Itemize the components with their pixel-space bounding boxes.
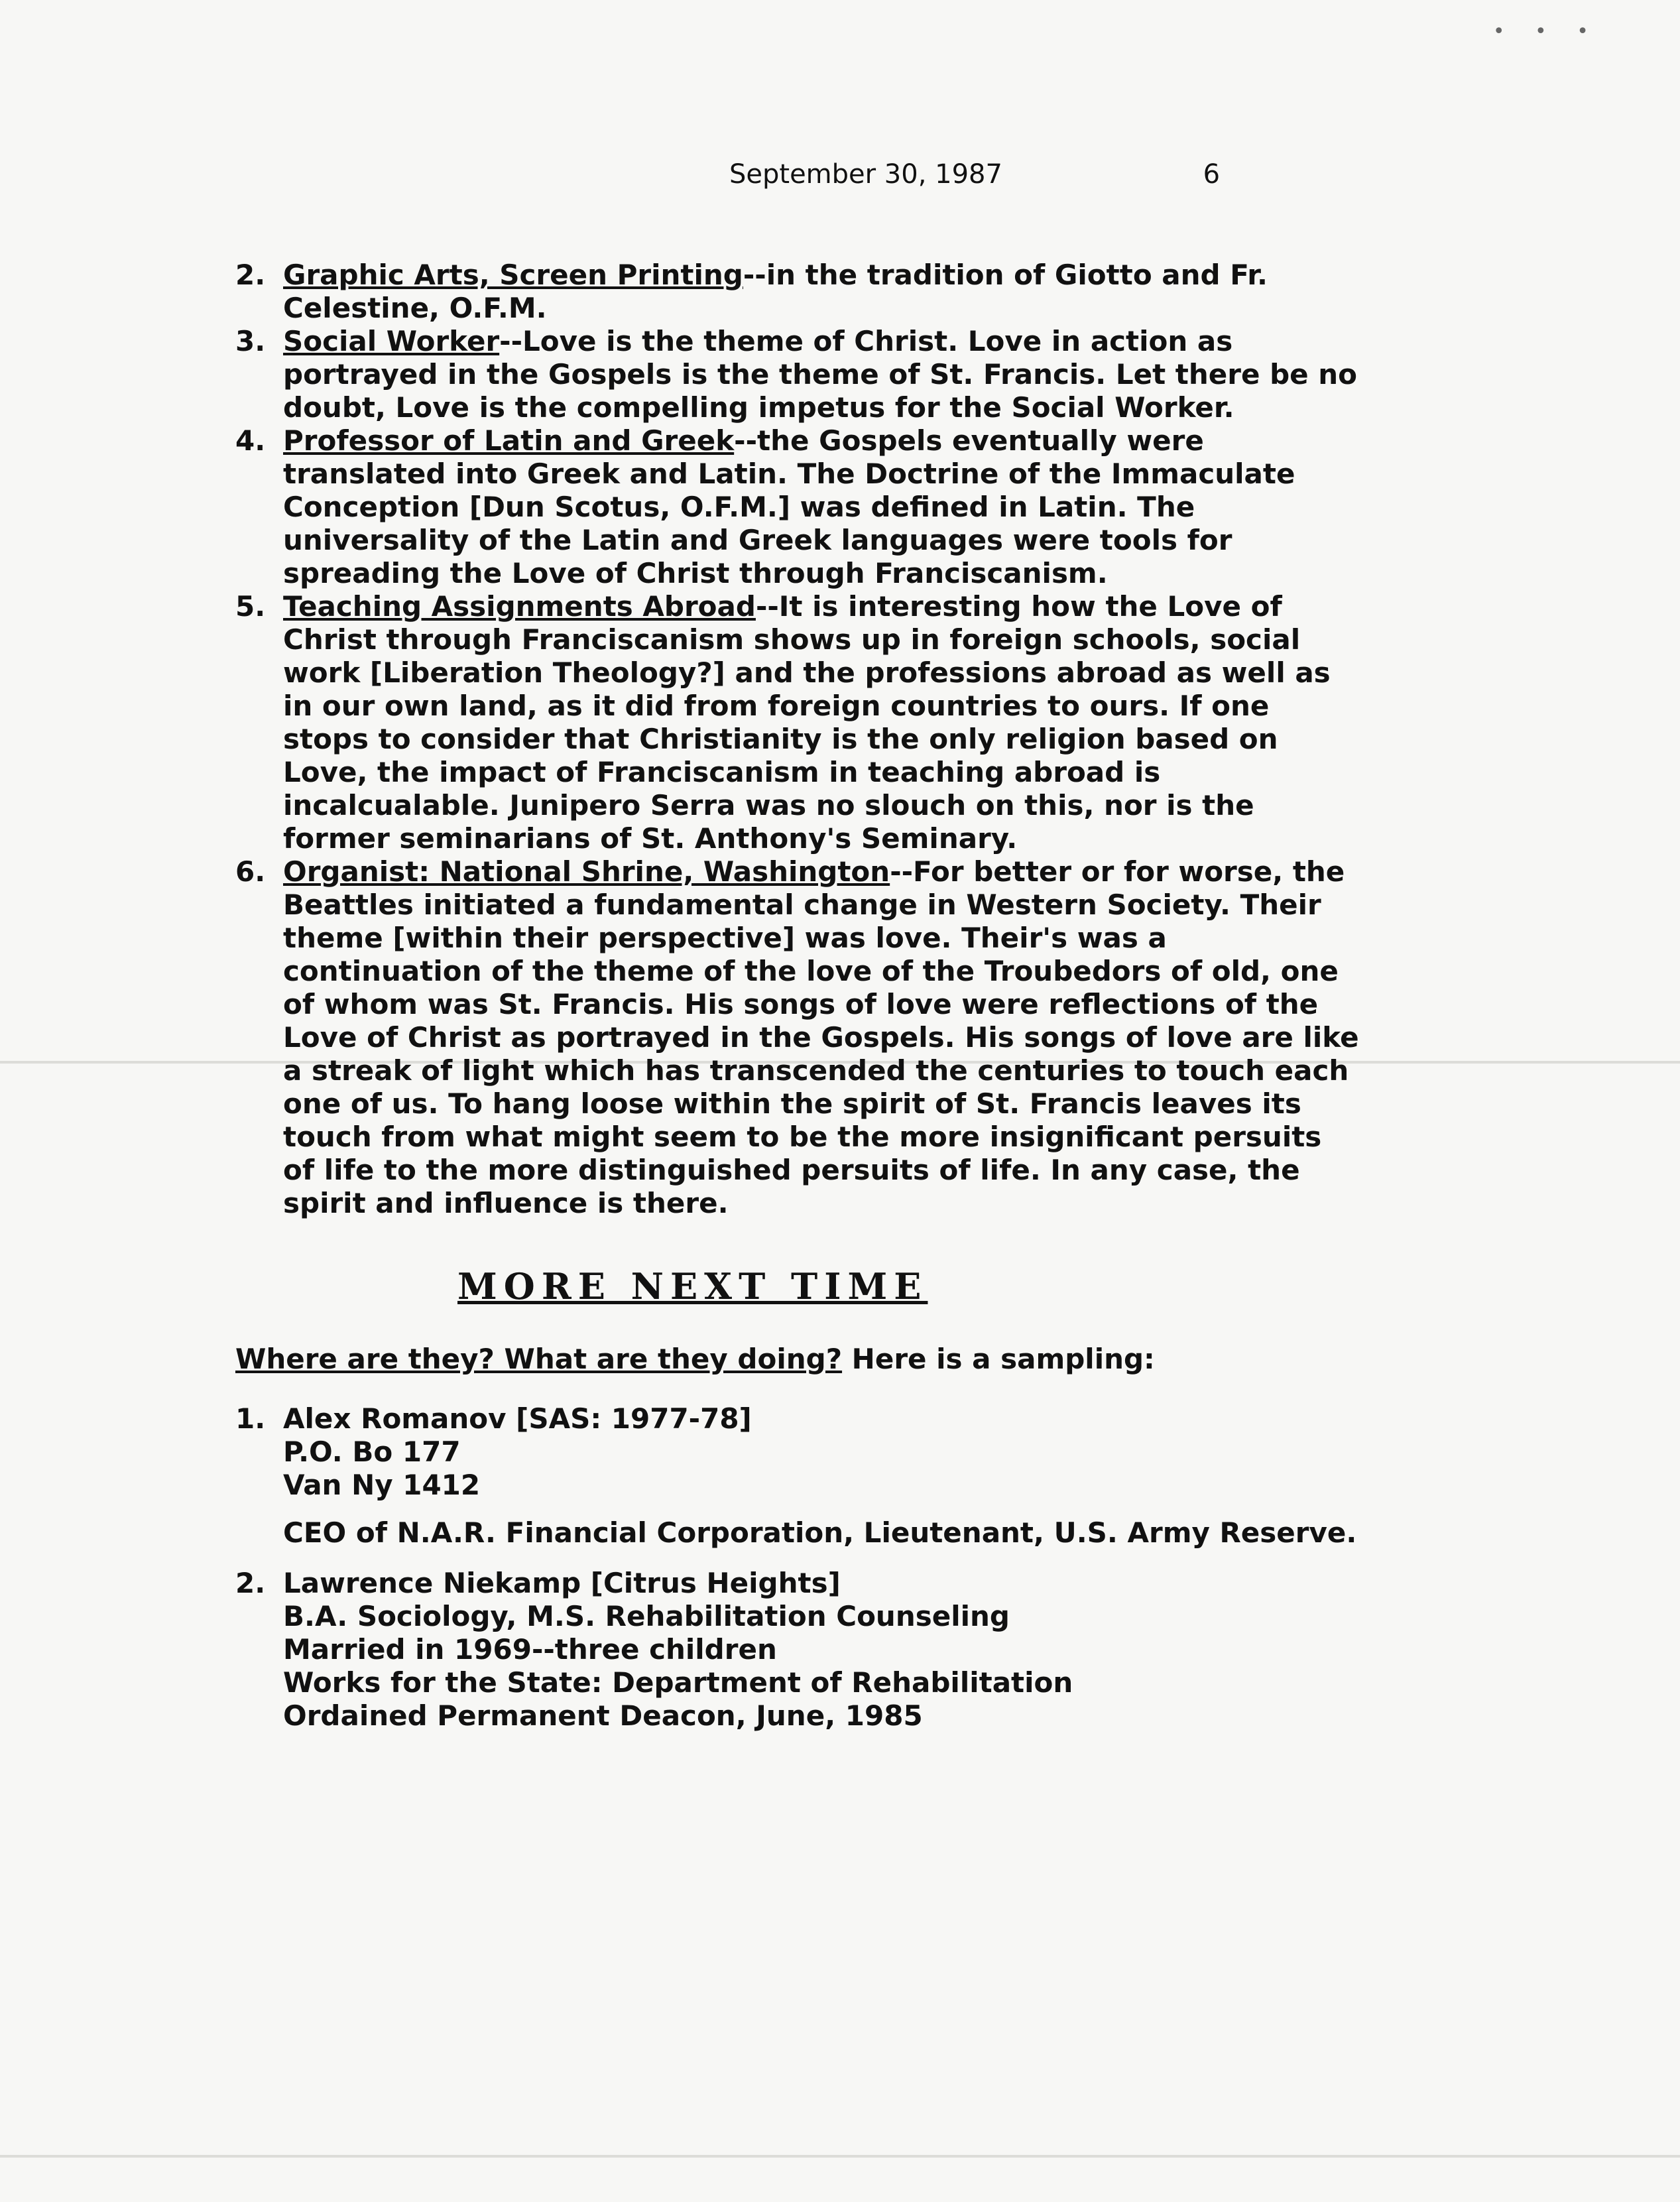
item-text: --It is interesting how the Love of Christ through Franciscanism shows up in foreign schools, social work [Liberation Theology?] and the professions abroad as well as in our own land, as it did from foreign countries to ours. If one stops to consider that Christianity is the only religion based on Love, the impact of Franciscanism in teaching abroad is incalcualable. Junipero Serra was no slouch on this, nor is the former seminarians of St. Anthony's Seminary. (283, 590, 1331, 855)
person-number: 1. (235, 1402, 266, 1435)
address-line: P.O. Bo 177 (283, 1436, 461, 1468)
sampling-question: Where are they? What are they doing? (235, 1343, 843, 1375)
list-item (235, 590, 1362, 855)
item-number: 6. (235, 855, 266, 888)
item-number: 4. (235, 424, 266, 457)
person-detail: Works for the State: Department of Rehabilitation (283, 1666, 1073, 1699)
list-item (235, 325, 1362, 424)
item-number: 3. (235, 325, 266, 357)
item-title: Organist: National Shrine, Washington (283, 855, 890, 888)
person-note: [Citrus Heights] (581, 1567, 841, 1599)
item-text: --in the tradition of Giotto and Fr. Celestine, O.F.M. (283, 259, 1268, 324)
alumni-list (235, 1402, 1362, 1733)
person-note: [SAS: 1977-78] (506, 1402, 752, 1435)
profession-list (235, 259, 1362, 1220)
sampling-rest: Here is a sampling: (842, 1343, 1155, 1375)
item-text: --For better or for worse, the Beattles initiated a fundamental change in Western Society. Their theme [within their perspective] was love. Their's was a continuation of the theme of the love of the Troubedors of old, one of whom was St. Francis. His songs of love were reflections of the Love of Christ as portrayed in the Gospels. His songs of love are like a streak of light which has transcended the centuries to touch each one of us. To hang loose within the spirit of St. Francis leaves its touch from what might seem to be the more insignificant persuits of life to the more distinguished persuits of life. In any case, the spirit and influence is there. (283, 855, 1359, 1219)
list-item (235, 1402, 1362, 1550)
person-detail: B.A. Sociology, M.S. Rehabilitation Counseling (283, 1600, 1010, 1632)
item-title: Graphic Arts, Screen Printing (283, 259, 743, 291)
item-title: Teaching Assignments Abroad (283, 590, 756, 623)
item-number: 2. (235, 259, 266, 291)
header-date: September 30, 1987 (729, 159, 1002, 190)
person-number: 2. (235, 1567, 266, 1599)
list-item (235, 855, 1362, 1220)
address-line: Van Ny 1412 (283, 1469, 481, 1501)
list-item (235, 1567, 1362, 1733)
main-content (235, 259, 1362, 1750)
item-text: --the Gospels eventually were translated into Greek and Latin. The Doctrine of the Immaculate Conception [Dun Scotus, O.F.M.] was defined in Latin. The universality of the Latin and Greek languages were tools for spreading the Love of Christ through Franciscanism. (283, 424, 1295, 589)
item-number: 5. (235, 590, 266, 623)
paper-fold (0, 2155, 1680, 2158)
item-title: Social Worker (283, 325, 500, 357)
person-detail: Married in 1969--three children (283, 1633, 777, 1666)
person-detail: CEO of N.A.R. Financial Corporation, Lieutenant, U.S. Army Reserve. (283, 1516, 1357, 1549)
more-next-time-heading: MORE NEXT TIME (457, 1265, 928, 1308)
list-item (235, 424, 1362, 590)
person-name: Alex Romanov (283, 1402, 507, 1435)
sampling-heading (235, 1343, 1362, 1376)
page-number: 6 (1203, 159, 1221, 190)
item-text: --Love is the theme of Christ. Love in action as portrayed in the Gospels is the theme of St. Francis. Let there be no doubt, Love is the compelling impetus for the Social Worker. (283, 325, 1357, 424)
staple-marks: • • • (1492, 20, 1600, 43)
person-name: Lawrence Niekamp (283, 1567, 581, 1599)
person-detail: Ordained Permanent Deacon, June, 1985 (283, 1699, 923, 1732)
page-header (729, 159, 1220, 190)
item-title: Professor of Latin and Greek (283, 424, 735, 457)
list-item (235, 259, 1362, 325)
